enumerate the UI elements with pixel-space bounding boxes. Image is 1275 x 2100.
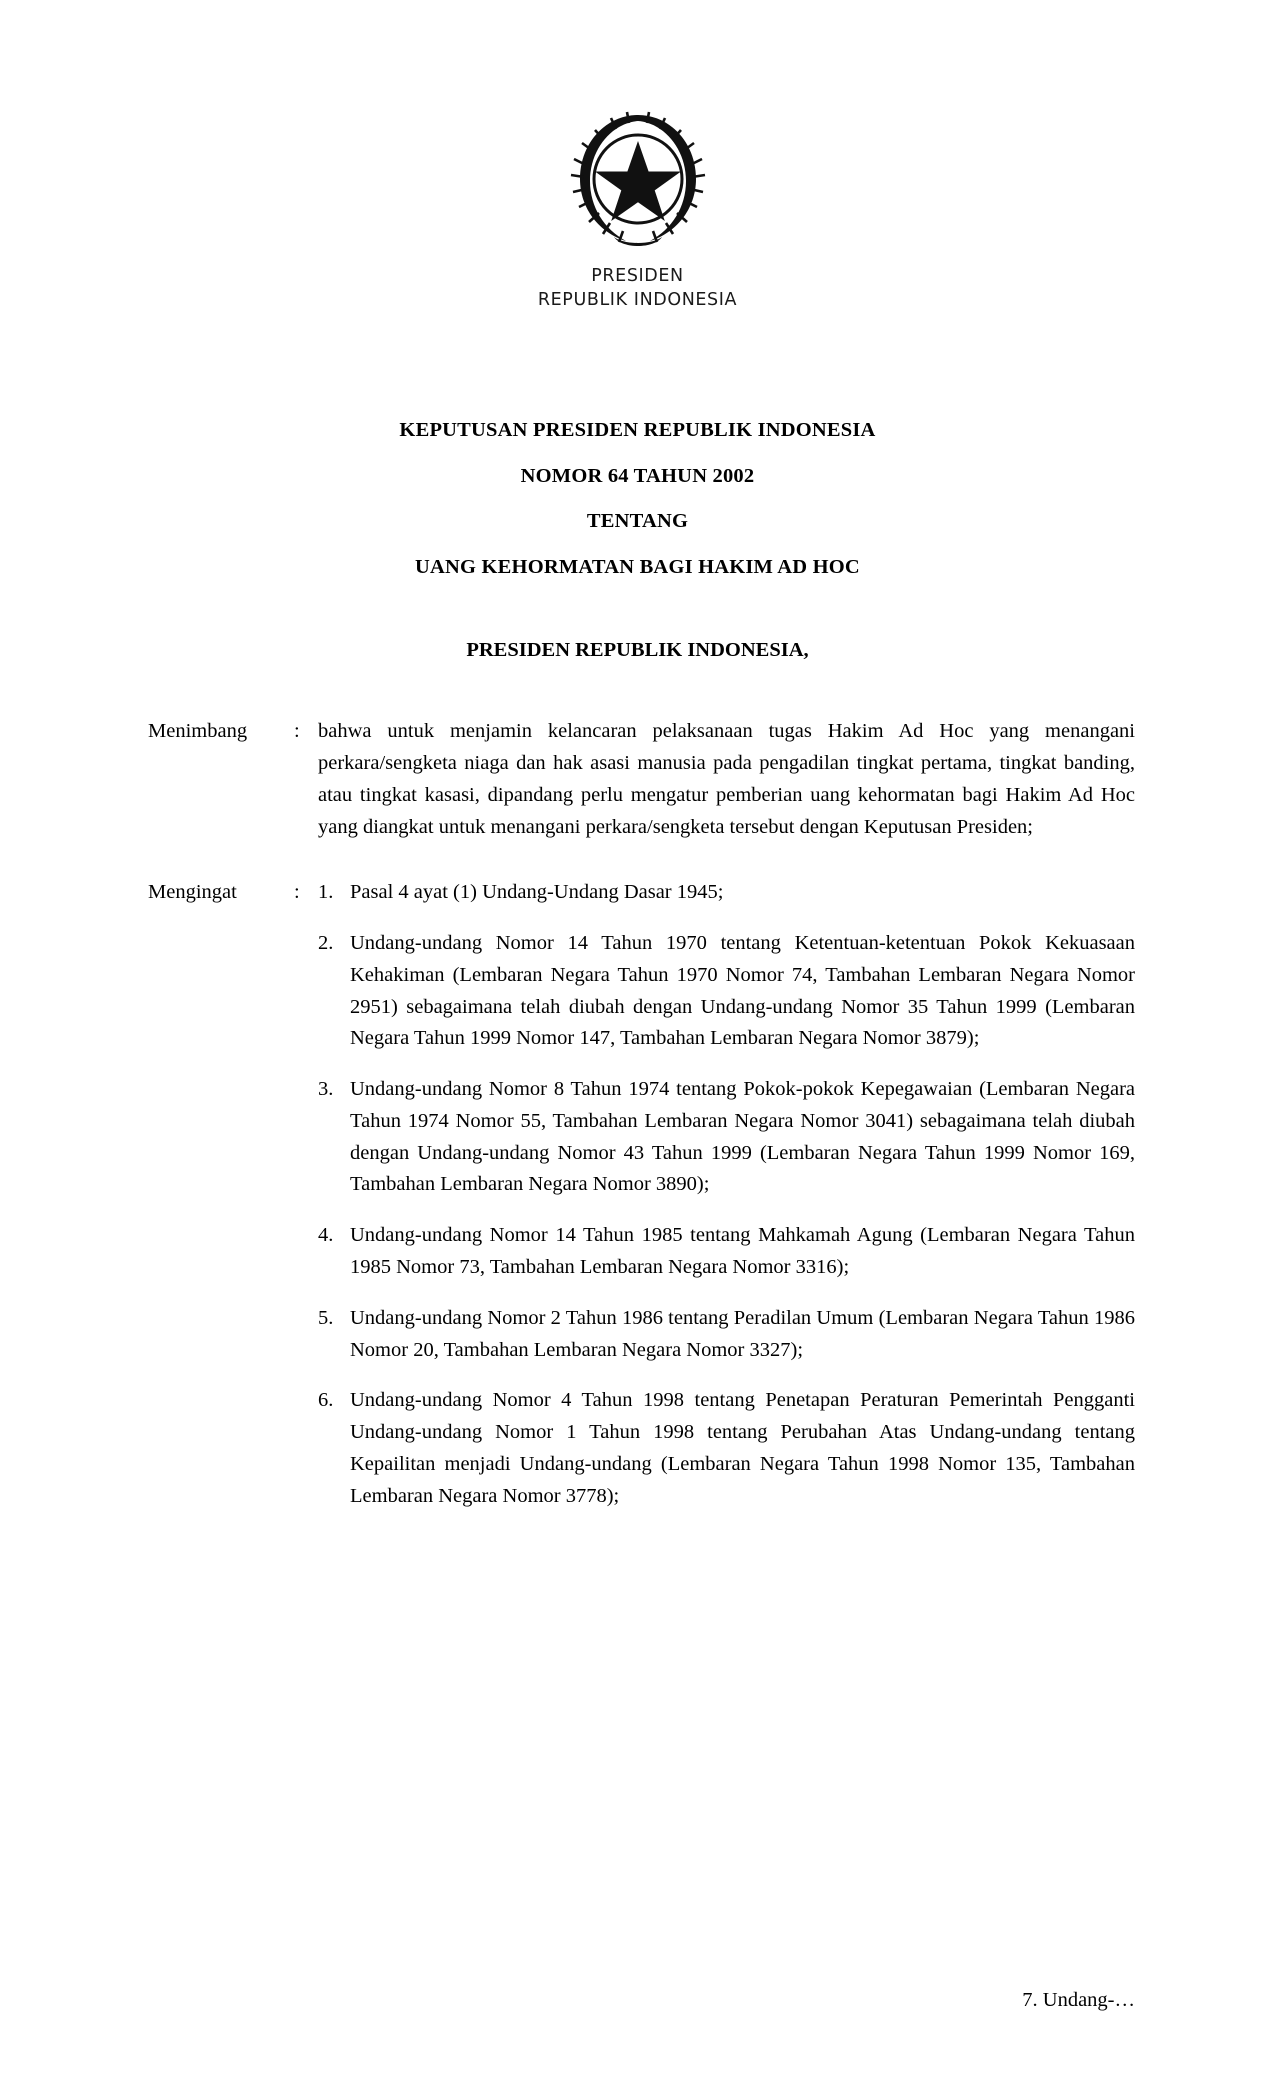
document-header xyxy=(0,0,1275,312)
indonesia-presidential-emblem-icon xyxy=(558,105,718,255)
list-item xyxy=(318,1220,1135,1284)
list-item-text: Undang-undang Nomor 2 Tahun 1986 tentang Peradilan Umum (Lembaran Negara Tahun 1986 Nomor 20, Tambahan Lembaran Negara Nomor 3327); xyxy=(350,1306,1135,1361)
clause-mengingat xyxy=(148,877,1135,1512)
list-item xyxy=(318,1385,1135,1512)
page-catchword: 7. Undang-… xyxy=(1022,1989,1135,2011)
list-item-marker: 4. xyxy=(318,1224,334,1247)
list-item-text: Undang-undang Nomor 14 Tahun 1985 tentang Mahkamah Agung (Lembaran Negara Tahun 1985 Nomor 73, Tambahan Lembaran Negara Nomor 3316); xyxy=(350,1224,1135,1278)
document-body xyxy=(0,716,1275,1512)
emblem-caption xyxy=(0,265,1275,312)
list-item-marker: 6. xyxy=(318,1389,334,1412)
clause-label-mengingat: Mengingat xyxy=(148,881,237,904)
list-item-marker: 5. xyxy=(318,1306,334,1329)
title-line-subject: UANG KEHORMATAN BAGI HAKIM AD HOC xyxy=(415,555,860,578)
list-item-marker: 2. xyxy=(318,932,334,955)
list-item xyxy=(318,1074,1135,1201)
list-item-marker: 3. xyxy=(318,1078,334,1101)
list-item-text: Pasal 4 ayat (1) Undang-Undang Dasar 1945; xyxy=(350,881,724,904)
emblem-caption-line2: REPUBLIK INDONESIA xyxy=(537,289,738,310)
clause-colon-mengingat: : xyxy=(294,881,300,904)
title-line-number: NOMOR 64 TAHUN 2002 xyxy=(520,464,755,487)
list-item-text: Undang-undang Nomor 4 Tahun 1998 tentang Penetapan Peraturan Pemerintah Pengganti Undang-undang Nomor 1 Tahun 1998 tentang Perubahan Atas Undang-undang tentang Kepailitan menjadi Undang-undang (Lembaran Negara Tahun 1998 Nomor 135, Tambahan Lembaran Negara Nomor 3778); xyxy=(350,1389,1135,1507)
clause-text-mengingat xyxy=(318,877,1135,1512)
clause-text-menimbang: bahwa untuk menjamin kelancaran pelaksanaan tugas Hakim Ad Hoc yang menangani perkara/sengketa niaga dan hak asasi manusia pada pengadilan tingkat pertama, tingkat banding, atau tingkat kasasi, dipandang perlu mengatur pemberian uang kehormatan bagi Hakim Ad Hoc yang diangkat untuk menangani perkara/sengketa tersebut dengan Keputusan Presiden; xyxy=(318,720,1135,838)
emblem-caption-line1: PRESIDEN xyxy=(591,266,684,286)
issuing-authority: PRESIDEN REPUBLIK INDONESIA, xyxy=(466,639,809,662)
list-item-text: Undang-undang Nomor 14 Tahun 1970 tentang Ketentuan-ketentuan Pokok Kekuasaan Kehakiman (Lembaran Negara Tahun 1970 Nomor 74, Tambahan Lembaran Negara Nomor 2951) sebagaimana telah diubah dengan Undang-undang Nomor 35 Tahun 1999 (Lembaran Negara Tahun 1999 Nomor 147, Tambahan Lembaran Negara Nomor 3879); xyxy=(350,932,1135,1050)
clause-menimbang xyxy=(148,716,1135,843)
list-item xyxy=(318,877,1135,909)
title-line-decree: KEPUTUSAN PRESIDEN REPUBLIK INDONESIA xyxy=(399,419,876,442)
clause-colon-menimbang: : xyxy=(294,720,300,743)
document-title xyxy=(0,420,1275,577)
clause-label-menimbang: Menimbang xyxy=(148,720,248,743)
title-line-about: TENTANG xyxy=(586,510,689,533)
list-item xyxy=(318,928,1135,1055)
list-item-text: Undang-undang Nomor 8 Tahun 1974 tentang Pokok-pokok Kepegawaian (Lembaran Negara Tahun 1974 Nomor 55, Tambahan Lembaran Negara Nomor 3041) sebagaimana telah diubah dengan Undang-undang Nomor 43 Tahun 1999 (Lembaran Negara Tahun 1999 Nomor 169, Tambahan Lembaran Negara Nomor 3890); xyxy=(350,1078,1135,1196)
list-item xyxy=(318,1303,1135,1367)
recalling-list xyxy=(318,877,1135,1512)
list-item-marker: 1. xyxy=(318,881,334,904)
